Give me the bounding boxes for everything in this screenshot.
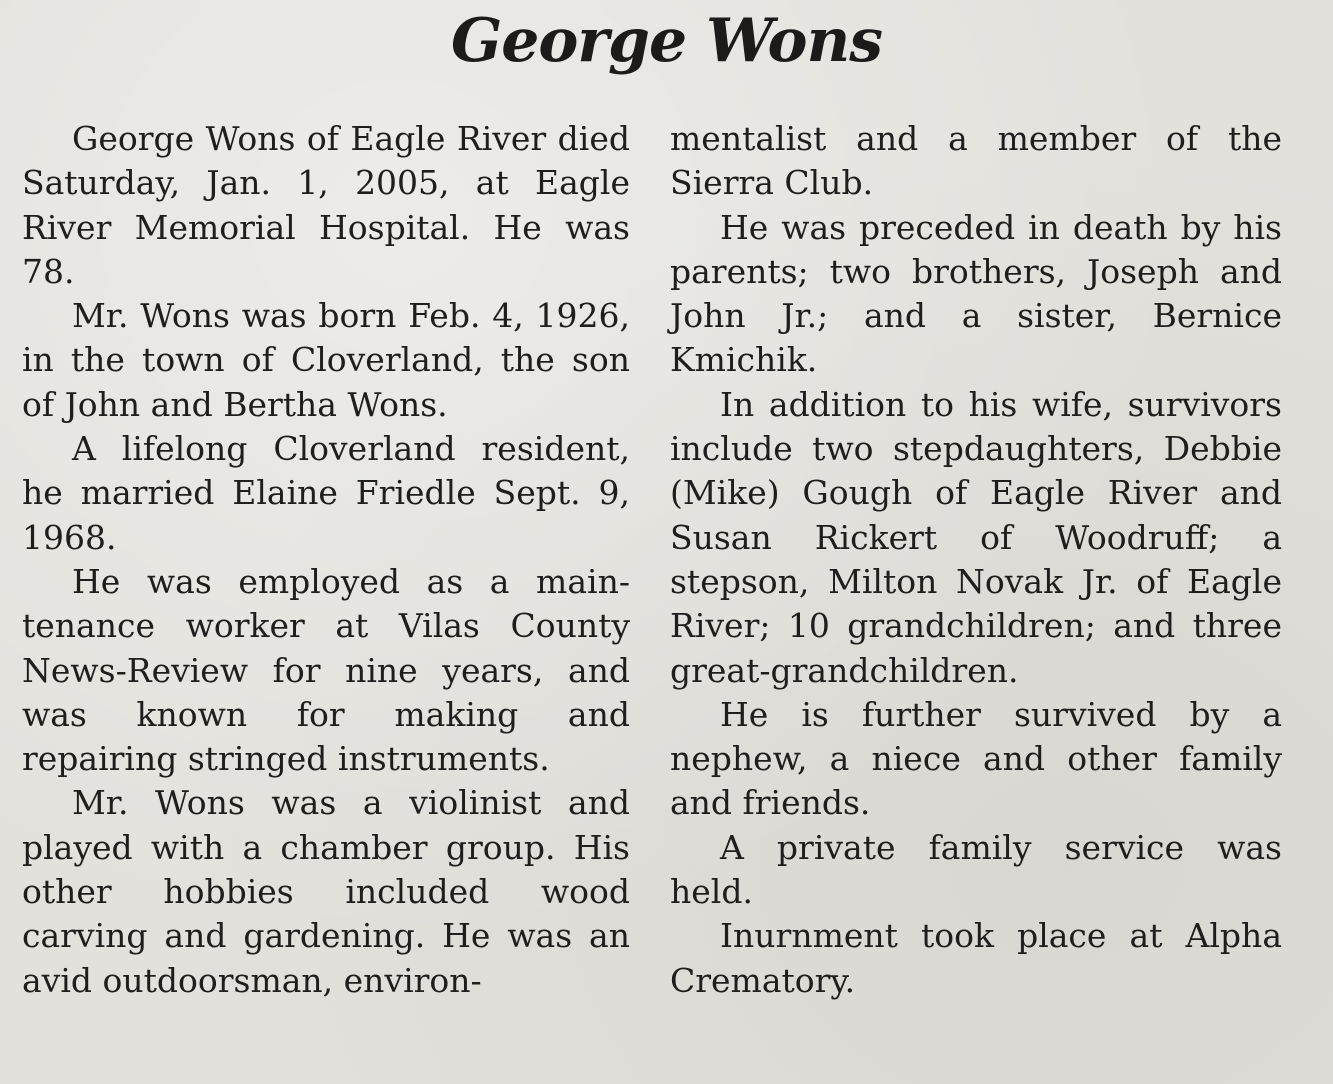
right-column (670, 117, 1282, 1003)
paragraph-marriage: A lifelong Cloverland resident, he married Elaine Friedle Sept. 9, 1968. (22, 429, 630, 557)
paragraph-service: A private family service was held. (670, 827, 1282, 912)
left-column (22, 117, 630, 1003)
paragraph-survivors: In addition to his wife, survivors include two stepdaughters, Debbie (Mike) Gough of Eagle River and Susan Rickert of Woodruff; a stepson, Milton Novak Jr. of Eagle River; 10 grandchildren; and three great-grandchildren. (670, 384, 1282, 690)
paragraph-employment: He was employed as a maintenance worker at Vilas County News-Review for nine years, and was known for making and repairing stringed instruments. (22, 561, 630, 779)
obituary-headline: George Wons (451, 6, 882, 76)
paragraph-inurnment: Inurnment took place at Alpha Crematory. (670, 916, 1282, 1000)
paragraph-hobbies-continued: mentalist and a member of the Sierra Club. (670, 119, 1282, 203)
paragraph-birth: Mr. Wons was born Feb. 4, 1926, in the town of Cloverland, the son of John and Bertha Wons. (22, 296, 630, 424)
paragraph-hobbies: Mr. Wons was a violinist and played with a chamber group. His other hobbies included wood carving and gardening. He was an avid outdoorsman, environ- (22, 783, 630, 1000)
paragraph-further-survived: He is further survived by a nephew, a niece and other family and friends. (670, 694, 1282, 823)
paragraph-preceded: He was preceded in death by his parents; two brothers, Joseph and John Jr.; and a sister, Bernice Kmichik. (670, 207, 1282, 380)
paragraph-death-notice: George Wons of Eagle River died Saturday, Jan. 1, 2005, at Eagle River Memorial Hospital. He was 78. (22, 119, 630, 291)
